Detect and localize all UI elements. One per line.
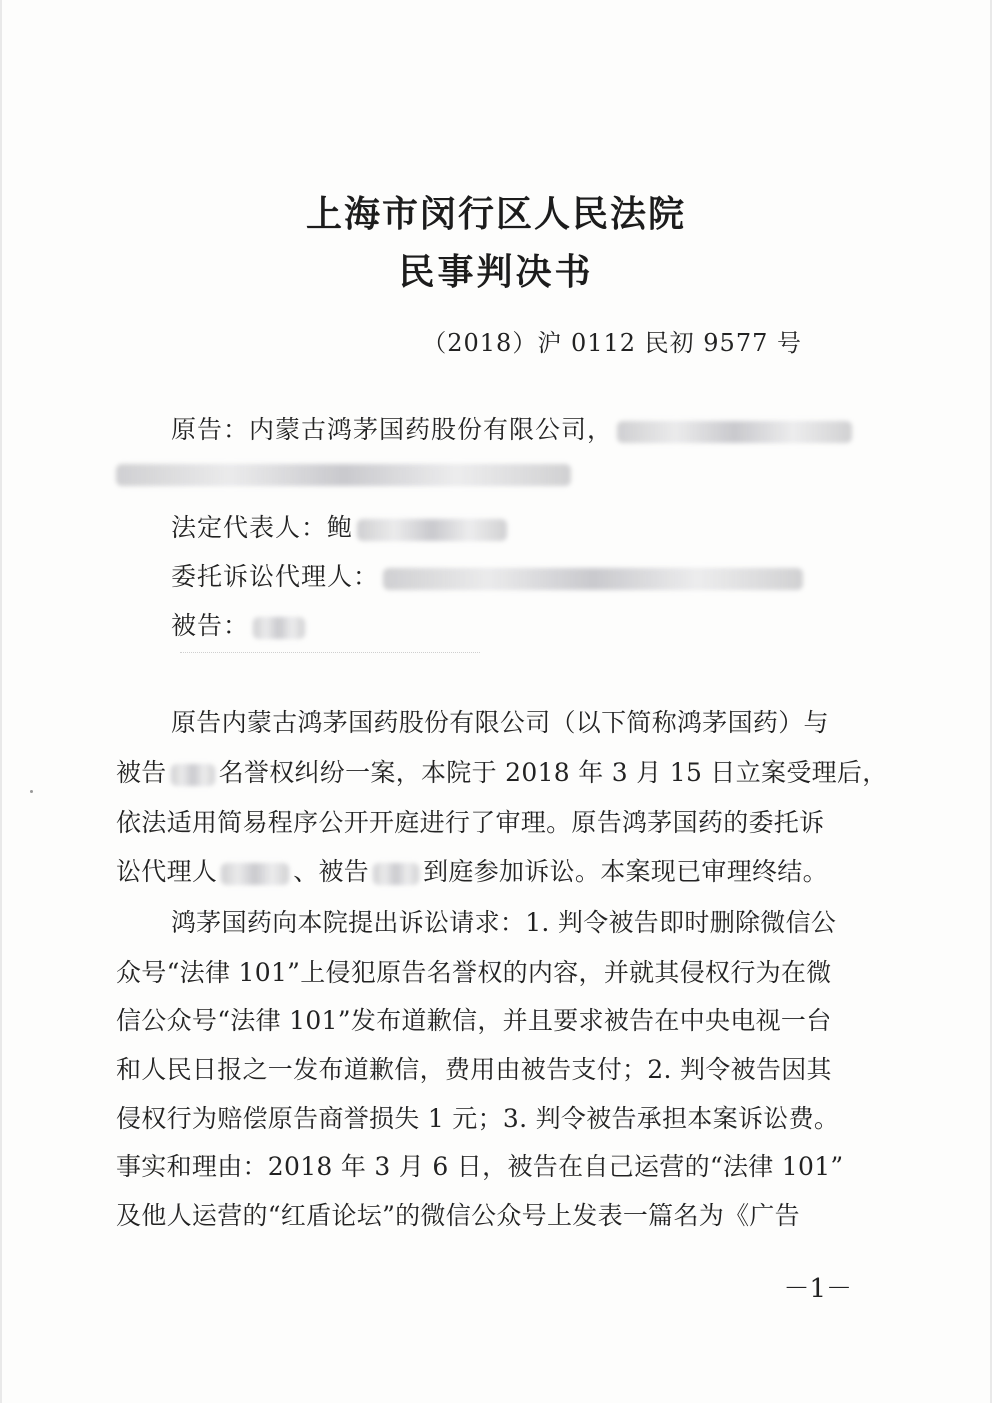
paragraph-line: 众号“法律 101”上侵犯原告名誉权的内容，并就其侵权行为在微 <box>116 958 832 987</box>
paragraph-line <box>116 852 828 888</box>
legal-rep-line <box>171 508 511 544</box>
text-span: 到庭参加诉讼。本案现已审理终结。 <box>423 857 828 886</box>
document-type-title: 民事判决书 <box>398 251 594 293</box>
text-span: 、被告 <box>293 857 370 886</box>
paragraph-line <box>116 753 888 789</box>
scan-speck <box>30 790 33 793</box>
court-name-title: 上海市闵行区人民法院 <box>305 193 686 235</box>
case-number: （2018）沪 0112 民初 9577 号 <box>422 329 802 357</box>
paragraph-line: 事实和理由：2018 年 3 月 6 日，被告在自己运营的“法律 101” <box>116 1152 844 1181</box>
text-span: 被告 <box>116 758 167 787</box>
redacted-block <box>617 421 852 443</box>
defendant-label: 被告： <box>171 611 250 640</box>
redacted-block <box>253 617 305 639</box>
page-number: －1－ <box>783 1274 852 1304</box>
redacted-block <box>373 863 419 885</box>
divider <box>180 652 480 655</box>
redacted-block <box>383 568 803 590</box>
legal-rep-initial: 鲍 <box>327 513 354 542</box>
paragraph-line: 和人民日报之一发布道歉信，费用由被告支付；2. 判令被告因其 <box>116 1055 832 1084</box>
agent-label: 委托诉讼代理人： <box>171 562 380 591</box>
plaintiff-label: 原告： <box>171 415 250 444</box>
redacted-block <box>221 863 289 885</box>
agent-line <box>171 557 807 593</box>
redacted-block <box>357 519 507 541</box>
paragraph-line: 侵权行为赔偿原告商誉损失 1 元；3. 判令被告承担本案诉讼费。 <box>116 1104 840 1133</box>
paragraph-line: 及他人运营的“红盾论坛”的微信公众号上发表一篇名为《广告 <box>116 1201 800 1230</box>
legal-rep-label: 法定代表人： <box>171 513 328 542</box>
defendant-line <box>171 606 309 642</box>
paragraph-line: 依法适用简易程序公开开庭进行了审理。原告鸿茅国药的委托诉 <box>116 808 825 837</box>
redacted-block <box>171 764 215 786</box>
redacted-block <box>116 464 571 486</box>
paragraph-line: 原告内蒙古鸿茅国药股份有限公司（以下简称鸿茅国药）与 <box>171 708 829 737</box>
paragraph-line: 鸿茅国药向本院提出诉讼请求：1. 判令被告即时删除微信公 <box>171 908 837 937</box>
text-span: 名誉权纠纷一案，本院于 2018 年 3 月 15 日立案受理后， <box>218 758 888 787</box>
plaintiff-address-line <box>112 458 575 487</box>
plaintiff-line <box>171 410 856 446</box>
paragraph-line: 信公众号“法律 101”发布道歉信，并且要求被告在中央电视一台 <box>116 1006 832 1035</box>
plaintiff-name: 内蒙古鸿茅国药股份有限公司， <box>249 415 614 444</box>
text-span: 讼代理人 <box>116 857 218 886</box>
